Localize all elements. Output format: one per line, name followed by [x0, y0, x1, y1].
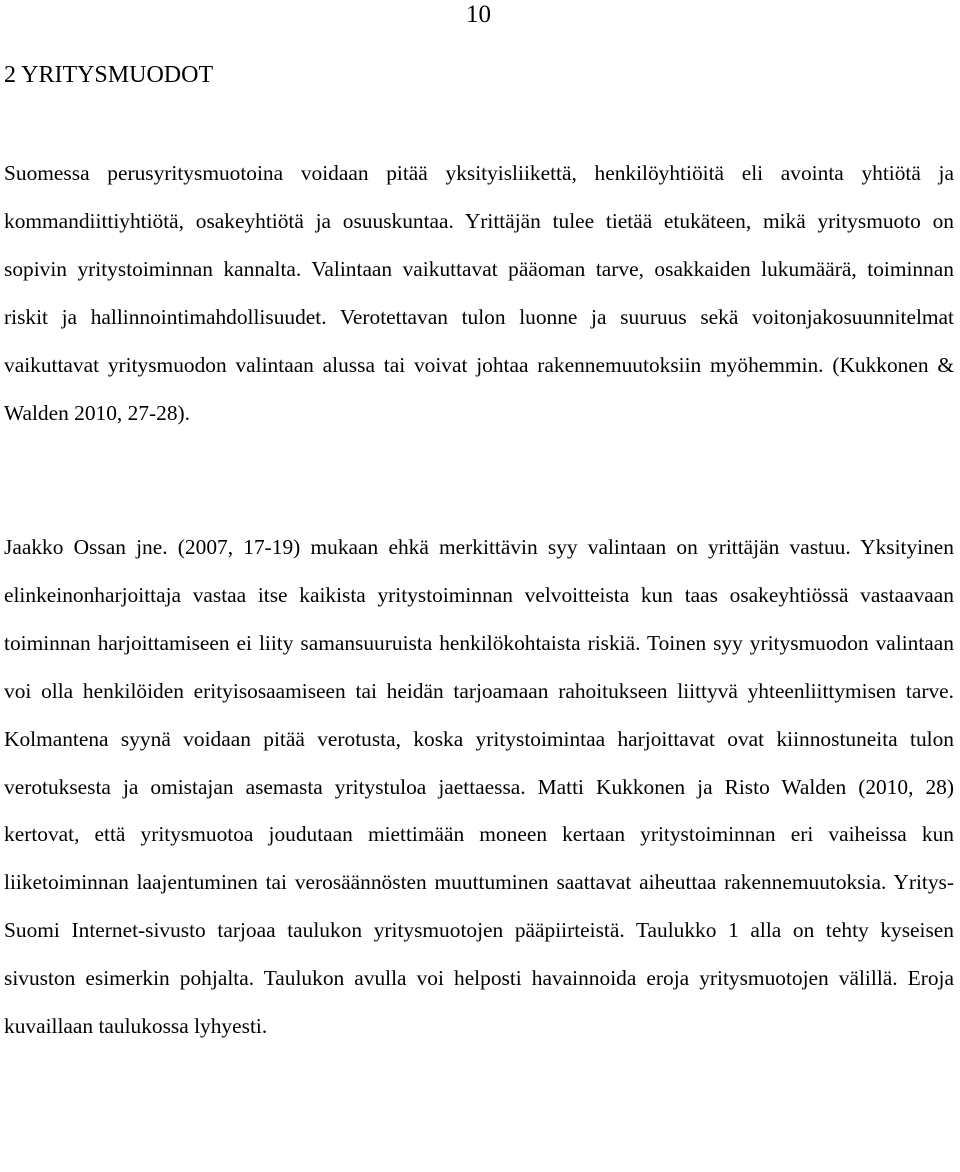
paragraph-intro: Suomessa perusyritysmuotoina voidaan pitää yksityisliikettä, henkilöyhtiöitä eli avointa yhtiötä ja kommandiittiyhtiötä, osakeyhtiötä ja osuuskuntaa. Yrittäjän tulee tietää etukäteen, mikä yritysmuoto on sopivin yritystoiminnan kannalta. Valintaan vaikuttavat pääoman tarve, osakkaiden lukumäärä, toiminnan riskit ja hallinnointimahdollisuudet. Verotettavan tulon luonne ja suuruus sekä voitonjakosuunnitelmat vaikuttavat yritysmuodon valintaan alussa tai voivat johtaa rakennemuutoksiin myöhemmin. (Kukkonen & Walden 2010, 27-28). [4, 161, 954, 425]
page-number: 10 [466, 1, 491, 28]
paragraph-responsibility: Jaakko Ossan jne. (2007, 17-19) mukaan ehkä merkittävin syy valintaan on yrittäjän vastuu. Yksityinen elinkeinonharjoittaja vastaa itse kaikista yritystoiminnan velvoitteista kun taas osakeyhtiössä vastaavaan toiminnan harjoittamiseen ei liity samansuuruista henkilökohtaista riskiä. Toinen syy yritysmuodon valintaan voi olla henkilöiden erityisosaamiseen tai heidän tarjoamaan rahoitukseen liittyvä yhteenliittymisen tarve. Kolmantena syynä voidaan pitää verotusta, koska yritystoimintaa harjoittavat ovat kiinnostuneita tulon verotuksesta ja omistajan asemasta yritystuloa jaettaessa. Matti Kukkonen ja Risto Walden (2010, 28) kertovat, että yritysmuotoa joudutaan miettimään moneen kertaan yritystoiminnan eri vaiheissa kun liiketoiminnan laajentuminen tai verosäännösten muuttuminen saattavat aiheuttaa rakennemuutoksia. Yritys-Suomi Internet-sivusto tarjoaa taulukon yritysmuotojen pääpiirteistä. Taulukko 1 alla on tehty kyseisen sivuston esimerkin pohjalta. Taulukon avulla voi helposti havainnoida eroja yritysmuotojen välillä. Eroja kuvaillaan taulukossa lyhyesti. [4, 535, 954, 1039]
section-heading: 2 YRITYSMUODOT [4, 62, 214, 88]
